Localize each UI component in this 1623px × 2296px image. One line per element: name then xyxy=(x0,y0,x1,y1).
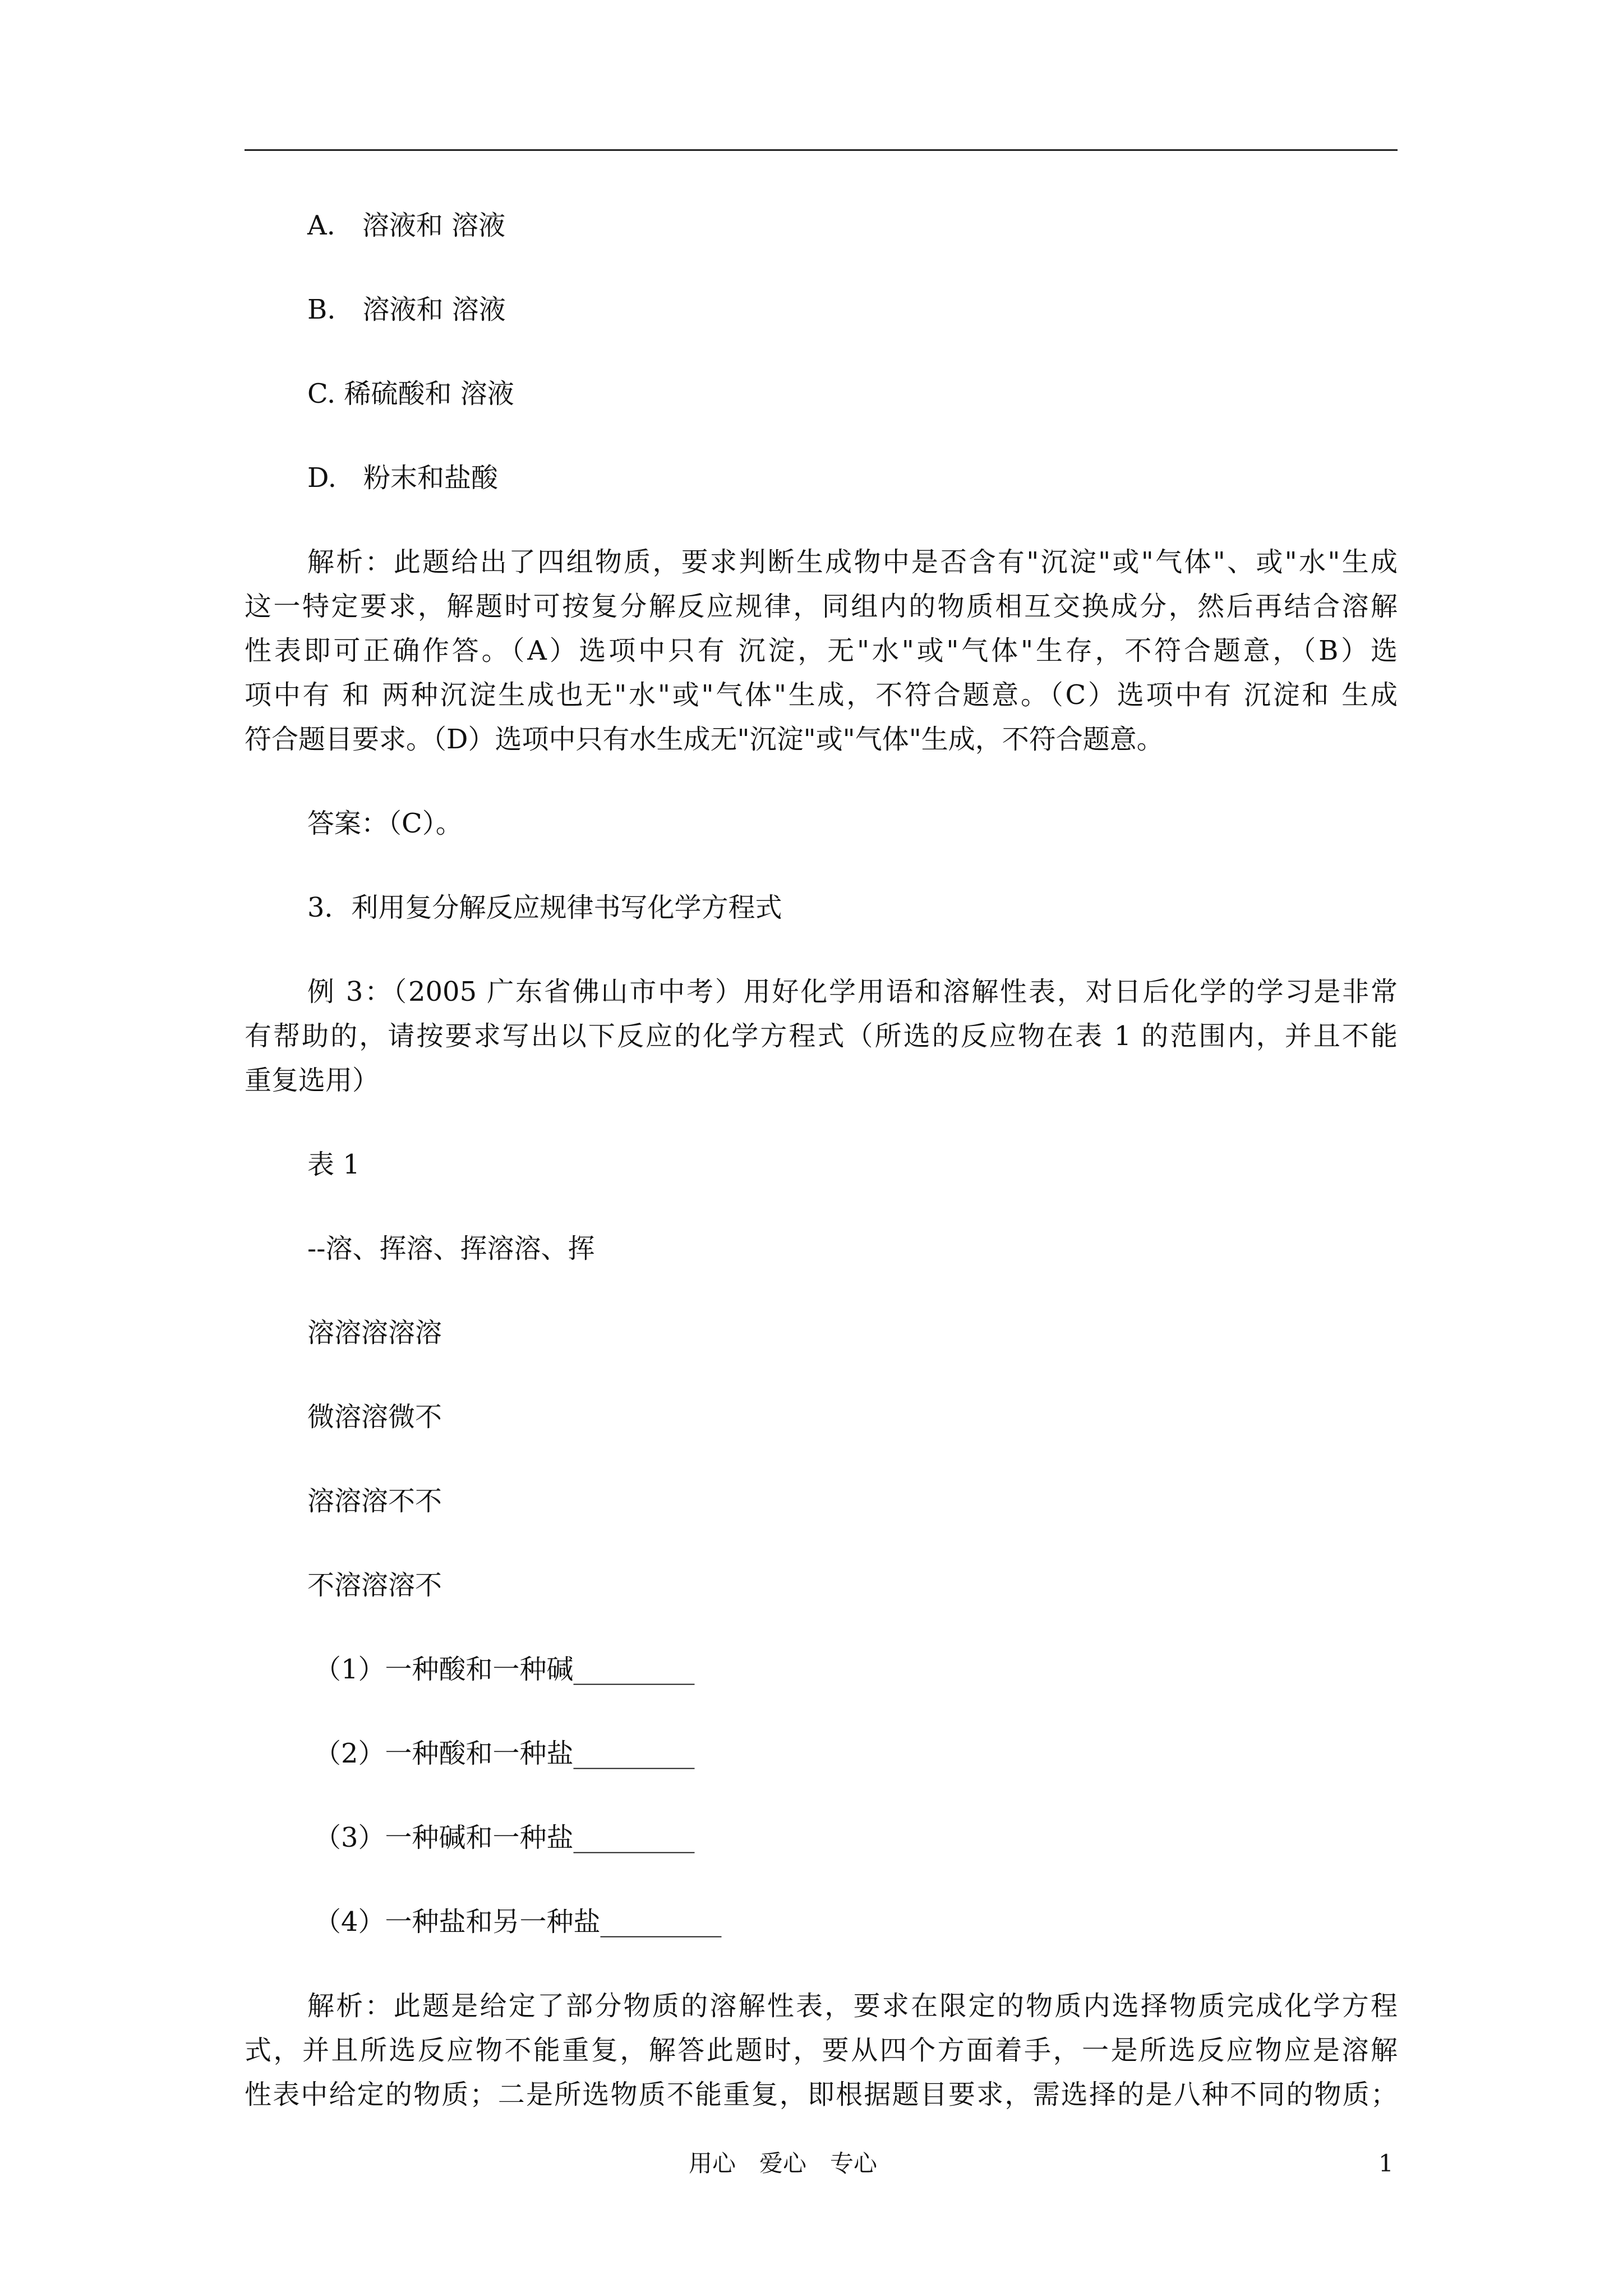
table-row: --溶、挥溶、挥溶溶、挥 xyxy=(307,1233,595,1264)
question-2: （2）一种酸和一种盐_________ xyxy=(314,1738,695,1769)
example3-line1: 例 3：（2005 广东省佛山市中考）用好化学用语和溶解性表，对日后化学的学习是非常 xyxy=(307,976,1398,1007)
analysis2-line3: 性表中给定的物质；二是所选物质不能重复，即根据题目要求，需选择的是八种不同的物质； xyxy=(245,2079,1398,2110)
table-caption: 表 1 xyxy=(307,1149,360,1180)
section-heading: 3．利用复分解反应规律书写化学方程式 xyxy=(307,892,782,923)
table-row: 微溶溶微不 xyxy=(307,1401,442,1433)
example3-line2: 有帮助的，请按要求写出以下反应的化学方程式（所选的反应物在表 1 的范围内，并且不能 xyxy=(245,1020,1398,1052)
question-3: （3）一种碱和一种盐_________ xyxy=(314,1822,695,1853)
analysis1-line5: 符合题目要求。（D）选项中只有水生成无"沉淀"或"气体"生成，不符合题意。 xyxy=(245,724,1164,755)
option-b: B. 溶液和 溶液 xyxy=(307,294,506,325)
option-d: D. 粉末和盐酸 xyxy=(307,462,499,494)
analysis2-line2: 式，并且所选反应物不能重复，解答此题时，要从四个方面着手，一是所选反应物应是溶解 xyxy=(245,2035,1398,2066)
page-number: 1 xyxy=(1378,2150,1394,2177)
question-4: （4）一种盐和另一种盐_________ xyxy=(314,1906,722,1938)
option-a: A. 溶液和 溶液 xyxy=(307,210,506,241)
table-row: 溶溶溶不不 xyxy=(307,1485,442,1517)
analysis1-line4: 项中有 和 两种沉淀生成也无"水"或"气体"生成，不符合题意。（C）选项中有 沉淀和 生成 xyxy=(245,679,1398,711)
header-rule xyxy=(245,149,1398,151)
answer: 答案：（C）。 xyxy=(307,808,463,839)
table-row: 溶溶溶溶溶 xyxy=(307,1317,442,1349)
analysis1-line2: 这一特定要求，解题时可按复分解反应规律，同组内的物质相互交换成分，然后再结合溶解 xyxy=(245,591,1398,622)
example3-line3: 重复选用） xyxy=(245,1065,380,1096)
footer-motto: 用心 爱心 专心 xyxy=(689,2150,878,2177)
option-c: C. 稀硫酸和 溶液 xyxy=(307,378,514,409)
analysis1-line1: 解析：此题给出了四组物质，要求判断生成物中是否含有"沉淀"或"气体"、或"水"生成 xyxy=(307,546,1398,578)
analysis2-line1: 解析：此题是给定了部分物质的溶解性表，要求在限定的物质内选择物质完成化学方程 xyxy=(307,1990,1398,2022)
analysis1-line3: 性表即可正确作答。（A）选项中只有 沉淀，无"水"或"气体"生存，不符合题意，（B）选 xyxy=(245,635,1398,666)
question-1: （1）一种酸和一种碱_________ xyxy=(314,1654,695,1685)
table-row: 不溶溶溶不 xyxy=(307,1570,442,1601)
